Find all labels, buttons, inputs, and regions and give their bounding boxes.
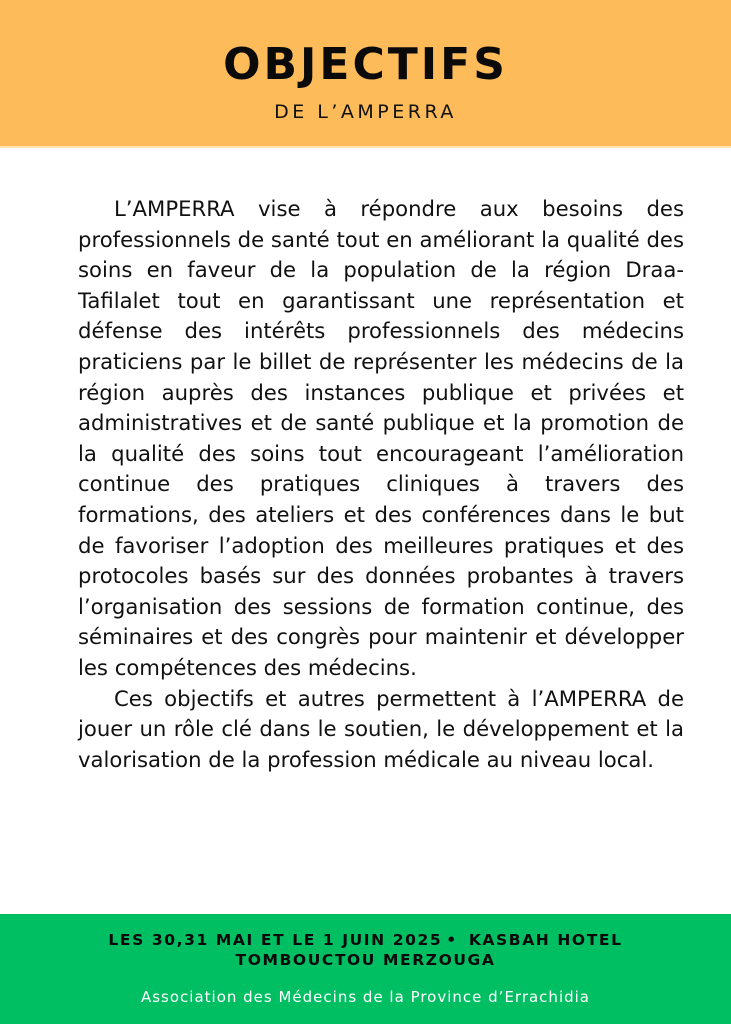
objectives-text [78, 194, 684, 775]
header-banner [0, 0, 731, 148]
bullet-separator: • [446, 931, 458, 949]
paragraph-objectives: L’AMPERRA vise à répondre aux besoins des professionnels de santé tout en améliorant la qualité des soins en faveur de la population de la région Draa-Tafilalet tout en garantissant une représentation et défense des intérêts professionnels des médecins praticiens par le billet de représenter les médecins de la région auprès des instances publique et privées et administratives et de santé publique et la promotion de la qualité des soins tout encourageant l’amélioration continue des pratiques cliniques à travers des formations, des ateliers et des conférences dans le but de favoriser l’adoption des meilleures pratiques et des protocoles basés sur des données probantes à travers l’organisation des sessions de formation continue, des séminaires et des congrès pour maintenir et développer les compétences des médecins. [78, 196, 684, 680]
event-info [40, 930, 691, 970]
paragraph-conclusion: Ces objectifs et autres permettent à l’AMPERRA de jouer un rôle clé dans le soutien, le développement et la valorisation de la profession médicale au niveau local. [78, 685, 684, 772]
event-dates: LES 30,31 MAI ET LE 1 JUIN 2025 [108, 931, 443, 949]
page-title: OBJECTIFS [223, 39, 508, 90]
event-venue: KASBAH HOTEL TOMBOUCTOU MERZOUGA [235, 931, 623, 969]
page-subtitle: DE L’AMPERRA [274, 101, 457, 123]
organization-name: Association des Médecins de la Province d’Errachidia [140, 988, 590, 1006]
footer-banner [0, 914, 731, 1024]
